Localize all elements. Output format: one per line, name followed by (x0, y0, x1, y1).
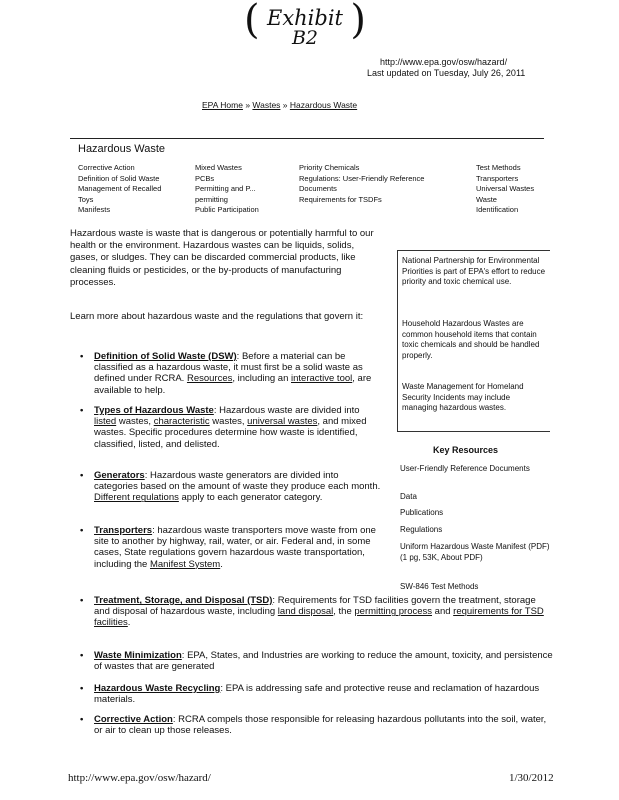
key-resource-link[interactable]: Data (400, 492, 417, 501)
bullet-text: and (432, 606, 454, 618)
topic-link[interactable]: Waste (476, 194, 497, 204)
page-title: Hazardous Waste (78, 143, 166, 155)
interactive-tool-link[interactable]: interactive tool (291, 373, 353, 385)
bullet-text: . (220, 558, 223, 570)
topic-link[interactable]: Transporters (476, 173, 519, 183)
breadcrumb-sep: » (280, 100, 290, 110)
topic-link[interactable]: Mixed Wastes (195, 163, 242, 172)
topic-link[interactable]: Management of Recalled (78, 184, 162, 193)
bullet-item (80, 714, 554, 737)
bullet-dot: • (80, 470, 84, 481)
bullet-term-link[interactable]: Waste Minimization (94, 650, 182, 661)
topic-column-1 (78, 163, 161, 216)
bullet-text: : RCRA compels those responsible for releasing hazardous pollutants into the soil, water, or air to clean up those releases. (94, 714, 547, 737)
key-resource-link[interactable]: Regulations (400, 525, 443, 534)
stamp-paren-left: ( (244, 0, 260, 43)
permitting-process-link[interactable]: permitting process (354, 606, 433, 618)
bullet-text: , and mixed wastes. Specific procedures determine how waste is identified, classified, listed, and delisted. (94, 416, 367, 450)
key-resource-link[interactable]: Publications (400, 508, 444, 517)
bullet-item (80, 351, 384, 396)
bullet-item (80, 595, 554, 629)
bullet-dot: • (80, 650, 84, 661)
feature-npep-link[interactable]: National Partnership for Environmental Priorities is part of EPA's effort to reduce priority and toxic chemical use. (402, 256, 546, 286)
bullet-text: : EPA is addressing safe and protective reuse and reclamation of hazardous materials. (94, 683, 540, 706)
key-resources-heading: Key Resources (433, 445, 499, 455)
topic-link[interactable]: Documents (299, 184, 337, 193)
bullet-item (80, 650, 554, 673)
bullet-item (80, 525, 384, 570)
bullet-text: . (127, 617, 131, 629)
topic-link[interactable]: Identification (476, 205, 519, 214)
bullet-dot: • (80, 683, 84, 694)
bullet-term-link[interactable]: Types of Hazardous Waste (94, 405, 214, 416)
header-url: http://www.epa.gov/osw/hazard/ (380, 57, 508, 67)
stamp-paren-right: ) (350, 0, 366, 43)
topic-column-3 (299, 163, 424, 205)
bullet-term-link[interactable]: Transporters (94, 525, 153, 536)
bullet-dot: • (80, 595, 84, 606)
key-resource-link[interactable]: User-Friendly Reference Documents (400, 464, 530, 473)
bullet-dot: • (80, 351, 84, 362)
breadcrumb (202, 100, 357, 110)
bullet-dot: • (80, 714, 84, 725)
topic-link[interactable]: Requirements for TSDFs (299, 194, 382, 204)
topic-link[interactable]: Definition of Solid Waste (78, 173, 160, 183)
bullet-term-link[interactable]: Generators (94, 470, 145, 481)
bullet-item (80, 683, 554, 706)
topic-link[interactable]: Permitting and P... (195, 184, 256, 193)
bullet-text: : Requirements for TSD facilities govern the treatment, storage and disposal of hazardous waste, including (94, 595, 536, 618)
listed-link[interactable]: listed (94, 416, 117, 428)
feature-household-link[interactable]: Household Hazardous Wastes are common household items that contain toxic chemicals and should be handled properly. (402, 319, 540, 360)
bullet-text: , the (333, 606, 355, 618)
bullet-term-link[interactable]: Definition of Solid Waste (DSW) (94, 351, 237, 362)
breadcrumb-sep: » (242, 100, 253, 110)
topic-link[interactable]: Public Participation (195, 205, 259, 214)
learn-more-text: Learn more about hazardous waste and the regulations that govern it: (70, 311, 364, 322)
bullet-text: : hazardous waste transporters move waste from one site to another by highway, rail, water, or air. Federal and, in some cases, State regulations govern hazardous waste transportation, including the (94, 525, 376, 570)
bullet-dot: • (80, 405, 84, 416)
topic-link[interactable]: Priority Chemicals (299, 163, 360, 172)
different-regulations-link[interactable]: Different regulations (94, 492, 179, 504)
land-disposal-link[interactable]: land disposal (277, 606, 334, 618)
bullet-text: , including an (232, 373, 291, 385)
bullet-text: : Before a material can be classified as a hazardous waste, it must first be a solid waste as defined under RCRA. (94, 351, 363, 385)
resources-link[interactable]: Resources (186, 373, 233, 385)
bullet-term-link[interactable]: Corrective Action (94, 714, 173, 725)
topic-column-4 (476, 163, 534, 216)
topic-column-2 (195, 163, 259, 216)
topic-link[interactable]: permitting (195, 194, 228, 204)
intro-paragraph: Hazardous waste is waste that is dangerous or potentially harmful to our health or the environment. Hazardous wastes can be liquids, solids, gases, or sludges. They can be discarded commercial products, like cleaning fluids or pesticides, or the by-products of manufacturing processes. (70, 228, 374, 288)
universal-wastes-link[interactable]: universal wastes (247, 416, 318, 428)
topic-link[interactable]: Test Methods (476, 163, 521, 172)
manifest-system-link[interactable]: Manifest System (149, 558, 221, 570)
bullet-term-link[interactable]: Treatment, Storage, and Disposal (TSD) (94, 595, 273, 606)
bullet-text: : Hazardous waste generators are divided into categories based on the amount of waste they produce each month. (94, 470, 381, 493)
bullet-text: , are available to help. (94, 373, 372, 396)
bullet-text: : Hazardous waste are divided into (213, 405, 360, 416)
bullet-text: wastes, (209, 416, 248, 428)
stamp-line-2: B2 (291, 27, 319, 49)
feature-homeland-link[interactable]: Waste Management for Homeland Security Incidents may include managing hazardous wastes. (402, 382, 524, 412)
topic-link[interactable]: Regulations: User-Friendly Reference (299, 173, 425, 183)
topic-link[interactable]: Toys (78, 194, 94, 204)
feature-box (397, 250, 550, 432)
breadcrumb-current[interactable]: Hazardous Waste (289, 100, 358, 110)
title-divider (70, 138, 544, 139)
characteristic-link[interactable]: characteristic (153, 416, 210, 428)
bullet-dot: • (80, 525, 84, 536)
exhibit-stamp (244, 0, 366, 52)
bullet-item (80, 470, 384, 504)
footer-date: 1/30/2012 (509, 772, 554, 784)
topic-link[interactable]: Universal Wastes (476, 184, 535, 193)
key-resource-link[interactable]: Uniform Hazardous Waste Manifest (PDF) (1 pg, 53K, About PDF) (400, 542, 550, 562)
bullet-text: wastes, (116, 416, 154, 428)
footer-url: http://www.epa.gov/osw/hazard/ (68, 772, 211, 784)
topic-link[interactable]: Corrective Action (78, 163, 135, 172)
bullet-item (80, 405, 384, 450)
last-updated: Last updated on Tuesday, July 26, 2011 (367, 68, 526, 78)
key-resource-link[interactable]: SW-846 Test Methods (400, 582, 479, 591)
topic-link[interactable]: Manifests (78, 205, 111, 214)
breadcrumb-home[interactable]: EPA Home (202, 100, 243, 110)
bullet-text: : EPA, States, and Industries are working to reduce the amount, toxicity, and persistence of wastes that are generated (94, 650, 553, 673)
stamp-line-1: Exhibit (266, 6, 343, 30)
topic-link[interactable]: PCBs (195, 173, 215, 183)
bullet-text: apply to each generator category. (178, 492, 323, 504)
tsd-requirements-link[interactable]: requirements for TSD facilities (94, 606, 544, 629)
breadcrumb-wastes[interactable]: Wastes (252, 100, 281, 110)
bullet-term-link[interactable]: Hazardous Waste Recycling (94, 683, 221, 694)
